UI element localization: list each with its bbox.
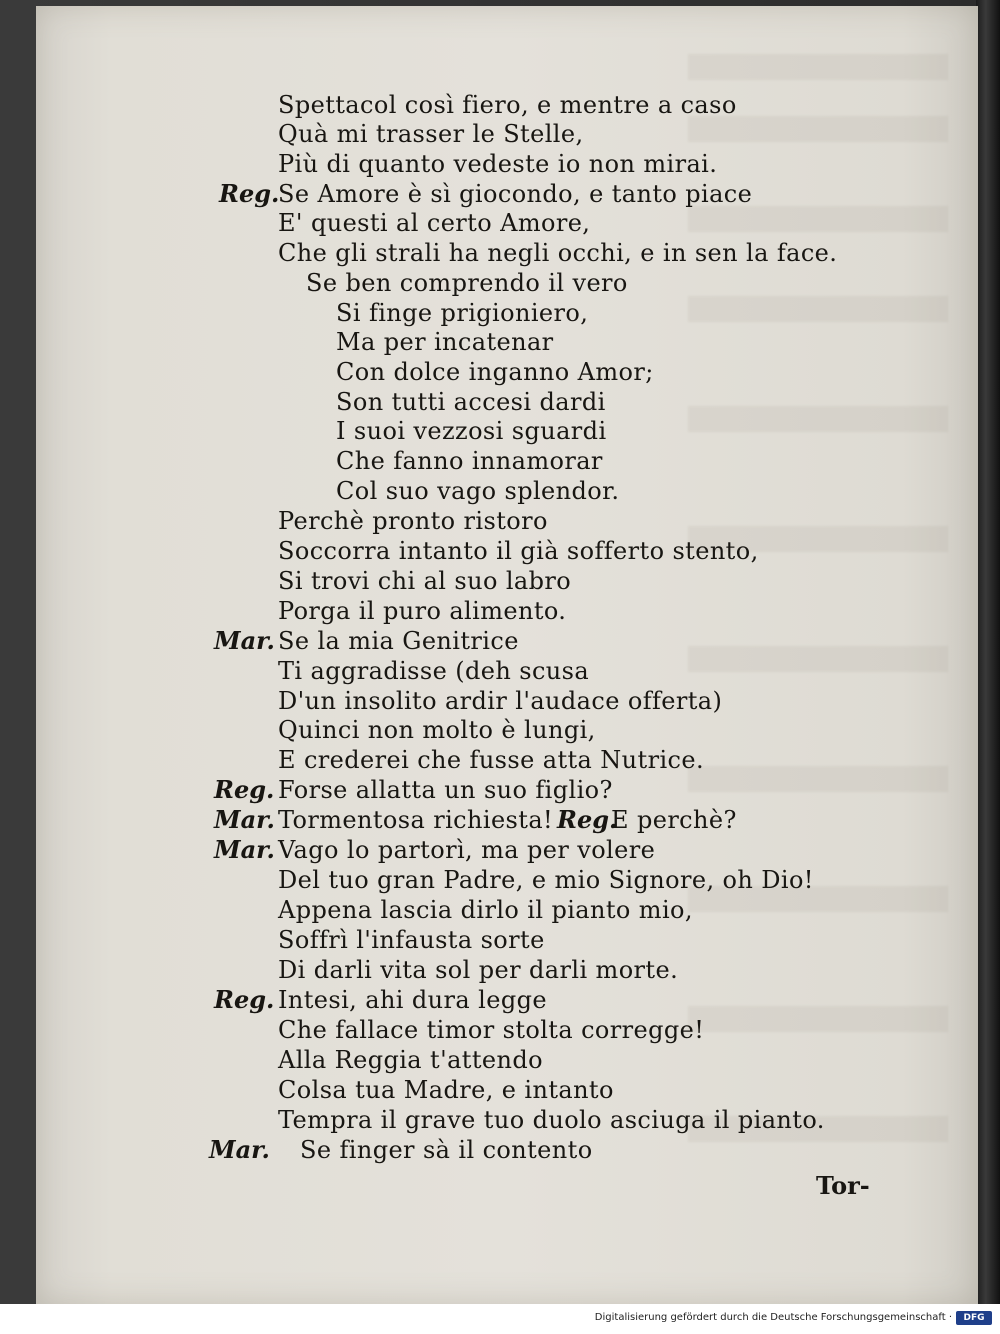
verse-line: Intesi, ahi dura legge bbox=[278, 986, 547, 1014]
verse-line: Tempra il grave tuo duolo asciuga il pianto. bbox=[278, 1106, 825, 1134]
verse-line: Si trovi chi al suo labro bbox=[278, 567, 572, 595]
speaker-label: Reg. bbox=[214, 985, 275, 1014]
dfg-logo-icon: DFG bbox=[956, 1311, 992, 1325]
verse-line: Vago lo partorì, ma per volere bbox=[278, 836, 656, 864]
digitization-footer bbox=[0, 1304, 1000, 1334]
verse-line: Perchè pronto ristoro bbox=[278, 507, 548, 535]
verse-line: E perchè? bbox=[611, 806, 737, 834]
footer-credit: Digitalisierung gefördert durch die Deutsche Forschungsgemeinschaft · bbox=[594, 1312, 952, 1323]
speaker-label: Mar. bbox=[209, 1135, 270, 1164]
book-spine bbox=[976, 0, 1000, 1334]
verse-line: Del tuo gran Padre, e mio Signore, oh Dio! bbox=[278, 866, 814, 894]
verse-line: Se la mia Genitrice bbox=[278, 627, 519, 655]
speaker-label: Reg. bbox=[214, 775, 275, 804]
aria-line: Ma per incatenar bbox=[336, 328, 554, 356]
verse-line: Colsa tua Madre, e intanto bbox=[278, 1076, 614, 1104]
verse-line: Tormentosa richiesta! bbox=[278, 806, 554, 834]
aria-line: Che fanno innamorar bbox=[336, 447, 603, 475]
speaker-label: Mar. bbox=[214, 805, 275, 834]
page-text bbox=[36, 6, 978, 1304]
verse-line: Più di quanto vedeste io non mirai. bbox=[278, 150, 718, 178]
verse-line: Spettacol così fiero, e mentre a caso bbox=[278, 91, 737, 119]
verse-line: E' questi al certo Amore, bbox=[278, 209, 591, 237]
verse-line: Quà mi trasser le Stelle, bbox=[278, 120, 584, 148]
verse-line: Che gli strali ha negli occhi, e in sen la face. bbox=[278, 239, 838, 267]
verse-line: Forse allatta un suo figlio? bbox=[278, 776, 613, 804]
verse-line: Porga il puro alimento. bbox=[278, 597, 567, 625]
aria-line: Son tutti accesi dardi bbox=[336, 388, 606, 416]
verse-line: Appena lascia dirlo il pianto mio, bbox=[278, 896, 693, 924]
verse-line: Che fallace timor stolta corregge! bbox=[278, 1016, 705, 1044]
verse-line: Ti aggradisse (deh scusa bbox=[278, 657, 590, 685]
verse-line: Se Amore è sì giocondo, e tanto piace bbox=[278, 180, 753, 208]
verse-line: Alla Reggia t'attendo bbox=[278, 1046, 543, 1074]
verse-line: D'un insolito ardir l'audace offerta) bbox=[278, 687, 723, 715]
speaker-label: Mar. bbox=[214, 626, 275, 655]
speaker-label: Mar. bbox=[214, 835, 275, 864]
aria-line: Col suo vago splendor. bbox=[336, 477, 620, 505]
speaker-label: Reg. bbox=[219, 179, 280, 208]
verse-line: Quinci non molto è lungi, bbox=[278, 716, 596, 744]
speaker-label: Reg. bbox=[557, 805, 618, 834]
verse-line: Di darli vita sol per darli morte. bbox=[278, 956, 679, 984]
aria-line: Se ben comprendo il vero bbox=[306, 269, 628, 297]
aria-line: Si finge prigioniero, bbox=[336, 299, 589, 327]
verse-line: Soccorra intanto il già sofferto stento, bbox=[278, 537, 759, 565]
aria-line: I suoi vezzosi sguardi bbox=[336, 417, 607, 445]
aria-line: Con dolce inganno Amor; bbox=[336, 358, 654, 386]
verse-line: E crederei che fusse atta Nutrice. bbox=[278, 746, 705, 774]
catchword: Tor- bbox=[816, 1171, 870, 1200]
aria-line: Se finger sà il contento bbox=[300, 1136, 593, 1164]
book-page bbox=[36, 6, 978, 1304]
verse-line: Soffrì l'infausta sorte bbox=[278, 926, 545, 954]
